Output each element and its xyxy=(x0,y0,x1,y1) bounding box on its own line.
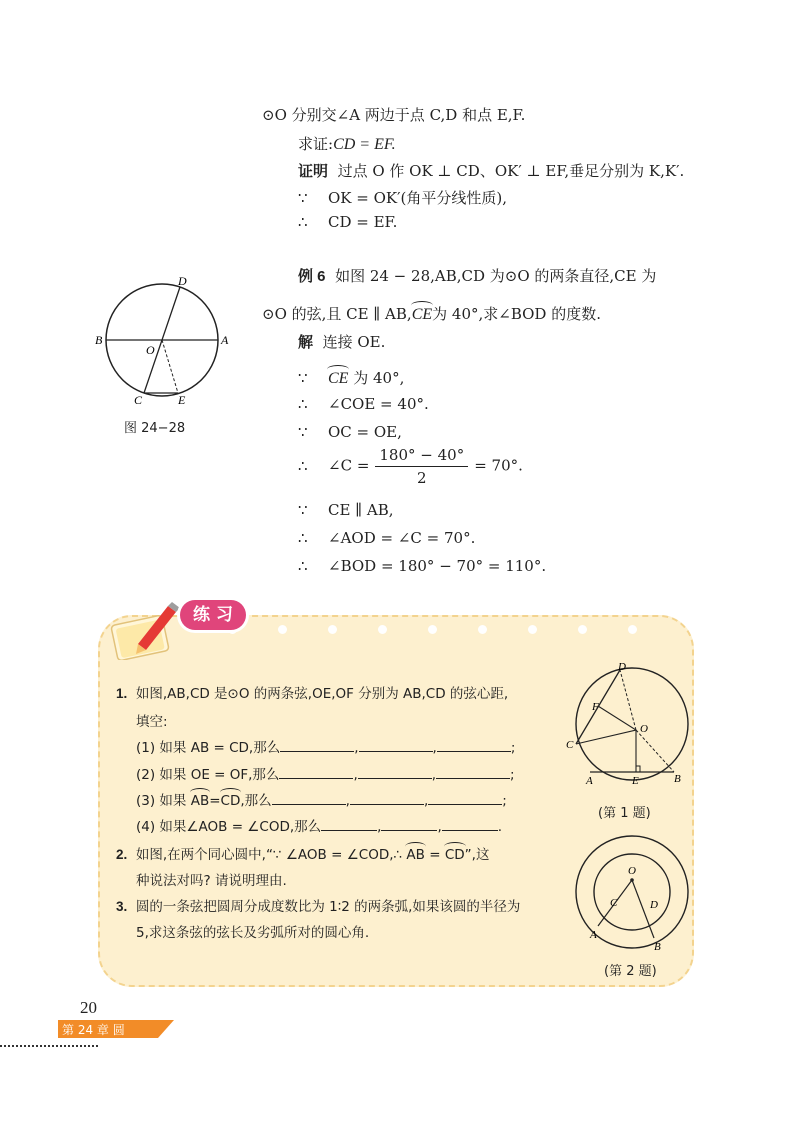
label-a: A xyxy=(221,333,229,347)
period: . xyxy=(497,819,503,835)
step-6-text: ∠AOD = ∠C = 70°. xyxy=(328,529,476,547)
label-b: B xyxy=(674,773,681,785)
chapter-label: 第 24 章 圆 xyxy=(62,1023,125,1037)
comma: , xyxy=(377,819,382,835)
label-c: C xyxy=(610,897,618,909)
q3-text-1: 圆的一条弦把圆周分成度数比为 1∶2 的两条弧,如果该圆的半径为 xyxy=(135,899,521,915)
arc-ab: AB xyxy=(190,793,210,809)
figure-caption: 图 24−28 xyxy=(124,421,186,436)
fig1-caption: (第 1 题) xyxy=(598,806,651,821)
q1-item-3-post: ,那么 xyxy=(240,793,272,809)
arc-cd: CD xyxy=(444,847,465,863)
arc-cd: CD xyxy=(220,793,241,809)
answer-blank[interactable] xyxy=(350,790,424,805)
example-line-1 xyxy=(298,265,656,286)
segment-oe xyxy=(162,340,178,393)
label-e: E xyxy=(178,393,186,407)
label-c: C xyxy=(134,393,143,407)
q1-item-3-pre: (3) 如果 xyxy=(136,793,187,809)
q1-figure xyxy=(560,662,700,792)
therefore-line xyxy=(298,213,397,231)
equals: = xyxy=(209,793,221,809)
label-d: D xyxy=(618,662,626,673)
step-4-post: = 70°. xyxy=(474,456,523,475)
label-e: E xyxy=(632,775,639,787)
circle xyxy=(576,668,688,780)
step-7-text: ∠BOD = 180° − 70° = 110°. xyxy=(328,557,547,575)
q1-item-4 xyxy=(136,815,502,835)
footer-dotted-line xyxy=(0,1045,98,1047)
step-5 xyxy=(298,501,394,519)
solution-line xyxy=(298,331,385,352)
therefore-symbol: ∴ xyxy=(298,456,308,475)
label-a: A xyxy=(590,929,597,941)
panel-hole xyxy=(328,625,337,634)
comma: , xyxy=(423,793,429,809)
answer-blank[interactable] xyxy=(442,816,498,831)
comma: , xyxy=(437,819,442,835)
panel-hole xyxy=(628,625,637,634)
q3-line-2: 5,求这条弦的弦长及劣弧所对的圆心角. xyxy=(136,925,370,941)
answer-blank[interactable] xyxy=(359,737,433,752)
step-4 xyxy=(298,446,523,487)
q3-number: 3. xyxy=(116,899,128,914)
q1-item-2-text: (2) 如果 OE = OF,那么 xyxy=(136,767,280,783)
label-o: O xyxy=(640,723,648,735)
answer-blank[interactable] xyxy=(279,764,353,779)
prove-label: 求证: xyxy=(298,135,334,153)
label-o: O xyxy=(146,343,155,357)
segment-ob xyxy=(636,730,674,772)
q2-figure xyxy=(568,828,698,958)
because-text: OK = OK′(角平分线性质), xyxy=(328,189,507,207)
because-line xyxy=(298,187,507,208)
pencil-notepad-icon xyxy=(108,600,188,660)
q1-number: 1. xyxy=(116,686,128,701)
semicolon: ; xyxy=(510,740,516,756)
comma: , xyxy=(345,793,350,809)
label-a: A xyxy=(586,775,593,787)
q1-item-3 xyxy=(136,789,507,809)
q2-text-pre: 如图,在两个同心圆中,“∵ ∠AOB = ∠COD,∴ xyxy=(135,847,407,863)
step-5-text: CE ∥ AB, xyxy=(328,501,394,519)
center-point xyxy=(630,878,634,882)
comma: , xyxy=(354,740,359,756)
step-1-text: 为 40°, xyxy=(348,369,405,387)
q1-line-2: 填空: xyxy=(136,714,168,730)
arc-ce: CE xyxy=(328,370,349,387)
q1-item-4-text: (4) 如果∠AOB = ∠COD,那么 xyxy=(136,819,322,835)
step-7 xyxy=(298,557,546,575)
because-symbol: ∵ xyxy=(298,369,308,387)
because-symbol: ∵ xyxy=(298,189,308,207)
solution-label: 解 xyxy=(298,334,314,351)
arc-ce: CE xyxy=(411,306,433,323)
q2-line-1 xyxy=(116,843,489,863)
therefore-symbol: ∴ xyxy=(298,557,308,575)
step-3 xyxy=(298,423,402,441)
arc-ab: AB xyxy=(406,847,425,863)
therefore-symbol: ∴ xyxy=(298,213,308,231)
label-o: O xyxy=(628,865,636,877)
step-4-pre: ∠C = xyxy=(328,456,370,475)
proof-text: 过点 O 作 OK ⊥ CD、OK′ ⊥ EF,垂足分别为 K,K′. xyxy=(337,162,685,180)
q3-line-1 xyxy=(116,895,520,915)
label-d: D xyxy=(650,899,658,911)
answer-blank[interactable] xyxy=(280,737,354,752)
fraction-denominator: 2 xyxy=(417,469,427,487)
q2-number: 2. xyxy=(116,847,128,862)
label-f: F xyxy=(592,701,599,713)
comma: , xyxy=(432,740,437,756)
q1-item-1-text: (1) 如果 AB = CD,那么 xyxy=(136,740,281,756)
practice-title: 练 习 xyxy=(180,600,246,630)
comma: , xyxy=(431,767,437,783)
label-b: B xyxy=(654,941,661,953)
text-line: ⊙O 分别交∠A 两边于点 C,D 和点 E,F. xyxy=(262,106,526,124)
step-3-text: OC = OE, xyxy=(328,423,402,441)
q1-text-1: 如图,AB,CD 是⊙O 的两条弦,OE,OF 分别为 AB,CD 的弦心距, xyxy=(135,686,509,702)
prove-formula: CD = EF. xyxy=(333,136,396,153)
step-6 xyxy=(298,529,475,547)
therefore-symbol: ∴ xyxy=(298,395,308,413)
step-1 xyxy=(298,367,404,388)
label-c: C xyxy=(566,739,574,751)
q2-line-2: 种说法对吗? 请说明理由. xyxy=(136,873,287,889)
label-b: B xyxy=(95,333,103,347)
because-symbol: ∵ xyxy=(298,423,308,441)
example-text-2a: ⊙O 的弦,且 CE ∥ AB, xyxy=(262,305,412,323)
panel-hole xyxy=(378,625,387,634)
panel-hole xyxy=(528,625,537,634)
fraction xyxy=(375,446,468,487)
page-number: 20 xyxy=(80,998,97,1017)
circle-figure-24-28 xyxy=(90,270,240,410)
solution-text: 连接 OE. xyxy=(322,333,386,351)
panel-hole xyxy=(578,625,587,634)
example-text-1: 如图 24 − 28,AB,CD 为⊙O 的两条直径,CE 为 xyxy=(335,267,657,285)
q1-item-2 xyxy=(136,763,515,783)
step-2-text: ∠COE = 40°. xyxy=(328,395,429,413)
fraction-numerator: 180° − 40° xyxy=(375,446,468,467)
answer-blank[interactable] xyxy=(437,737,511,752)
therefore-symbol: ∴ xyxy=(298,529,308,547)
equals: = xyxy=(424,847,445,863)
because-symbol: ∵ xyxy=(298,501,308,519)
answer-blank[interactable] xyxy=(321,816,377,831)
answer-blank[interactable] xyxy=(381,816,437,831)
example-text-2b: 为 40°,求∠BOD 的度数. xyxy=(432,305,601,323)
panel-hole xyxy=(478,625,487,634)
semicolon: ; xyxy=(502,793,507,809)
fig2-caption: (第 2 题) xyxy=(604,964,657,979)
example-label: 例 6 xyxy=(298,268,326,285)
proof-label: 证明 xyxy=(298,163,329,180)
therefore-text: CD = EF. xyxy=(328,213,398,231)
q1-line-1 xyxy=(116,682,508,702)
panel-hole xyxy=(278,625,287,634)
answer-blank[interactable] xyxy=(428,790,502,805)
step-2 xyxy=(298,395,429,413)
semicolon: ; xyxy=(510,767,515,783)
segment-oc xyxy=(576,730,636,744)
label-d: D xyxy=(178,274,187,288)
example-line-2 xyxy=(262,303,601,324)
prove-statement xyxy=(298,133,396,154)
comma: , xyxy=(353,767,358,783)
q2-text-post: ”,这 xyxy=(464,847,490,863)
answer-blank[interactable] xyxy=(358,764,432,779)
answer-blank[interactable] xyxy=(272,790,346,805)
proof-line xyxy=(298,160,684,181)
panel-hole xyxy=(428,625,437,634)
answer-blank[interactable] xyxy=(436,764,510,779)
q1-item-1 xyxy=(136,736,515,756)
right-angle-mark xyxy=(636,766,640,772)
